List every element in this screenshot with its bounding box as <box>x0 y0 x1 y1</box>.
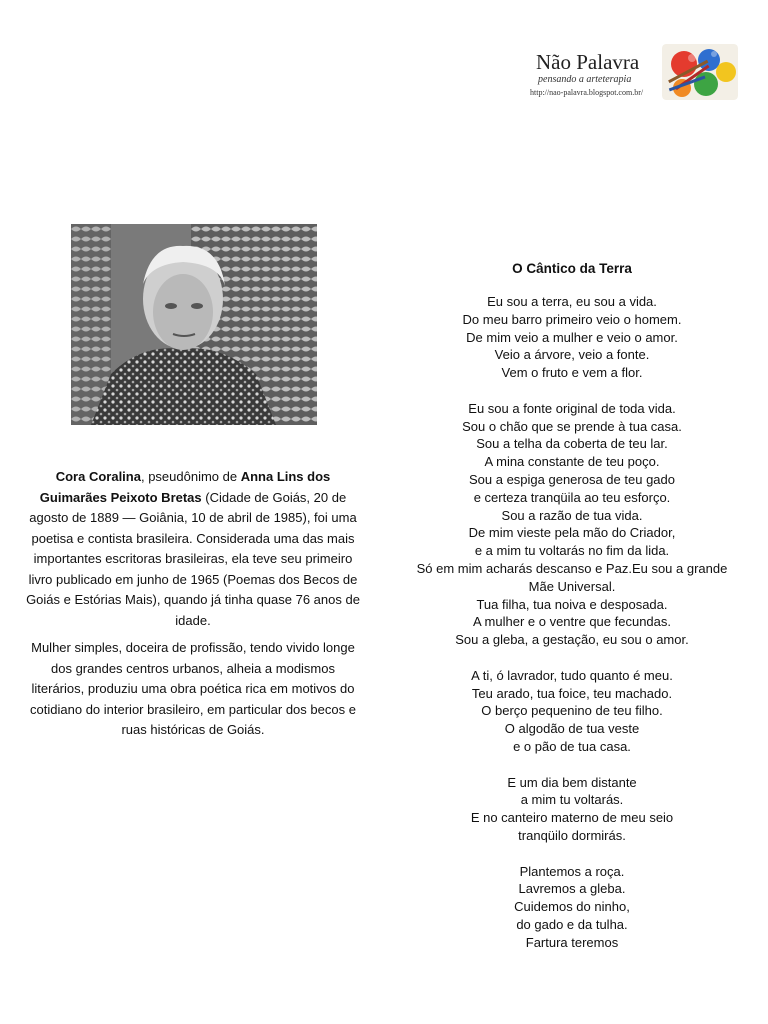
poem-line: Mãe Universal. <box>528 578 616 594</box>
poem-line: E um dia bem distante <box>507 774 637 790</box>
paint-jars-and-brushes-icon <box>662 44 738 100</box>
poem-line: De mim veio a mulher e veio o amor. <box>466 329 678 345</box>
poem-line: Eu sou a terra, eu sou a vida. <box>487 294 657 309</box>
blog-header <box>528 44 740 102</box>
poem-line: Sou a telha da coberta de teu lar. <box>476 436 668 452</box>
poem-stanza <box>388 293 756 382</box>
poem-line: O algodão de tua veste <box>504 721 640 737</box>
poem-line: Lavremos a gleba. <box>518 881 626 897</box>
brand-subtitle: pensando a arteterapia <box>538 74 632 85</box>
brand-url[interactable]: http://nao-palavra.blogspot.com.br/ <box>530 88 644 97</box>
author-full-name: Anna Lins dos Guimarães Peixoto Bretas <box>39 469 331 505</box>
poem-line: O berço pequenino de teu filho. <box>481 703 663 719</box>
poem-stanza <box>388 863 756 952</box>
poem-line: do gado e da tulha. <box>516 916 628 932</box>
poem-stanza <box>388 667 756 756</box>
poem-line: Plantemos a roça. <box>519 863 625 879</box>
poem-line: A mulher e o ventre que fecundas. <box>472 614 671 630</box>
poem-line: Veio a árvore, veio a fonte. <box>494 347 650 363</box>
biography <box>26 467 360 748</box>
poem-line: e a mim tu voltarás no fim da lida. <box>474 543 670 559</box>
poem-line: Eu sou a fonte original de toda vida. <box>468 400 676 416</box>
poem-body <box>388 293 756 951</box>
poem-line: e o pão de tua casa. <box>513 738 631 754</box>
poem-line: Fartura teremos <box>525 934 619 950</box>
poem-title: O Cântico da Terra <box>512 261 632 276</box>
poem-stanza <box>388 400 756 649</box>
poem-line: Tua filha, tua noiva e desposada. <box>476 596 668 612</box>
poem-line: Vem o fruto e vem a flor. <box>501 365 643 381</box>
poem-line: Cuidemos do ninho, <box>514 899 630 915</box>
poem-line: e certeza tranqüila ao teu esforço. <box>473 489 671 505</box>
bio-paragraph-1: Cora Coralina, pseudônimo de Anna Lins dos Guimarães Peixoto Bretas (Cidade de Goiás, 20 de agosto de 1889 — Goiânia, 10 de abril de 1985), foi uma poetisa e contista brasileira. Considerada uma das mais importantes escritoras brasileiras, ela teve seu primeiro livro publicado em junho de 1965 (Poemas dos Becos de Goiás e Estórias Mais), quando já tinha quase 76 anos de idade. <box>26 469 360 628</box>
poem-line: A ti, ó lavrador, tudo quanto é meu. <box>471 667 673 683</box>
portrait-photo <box>71 224 317 425</box>
poem-stanza <box>388 774 756 845</box>
poem-line: Do meu barro primeiro veio o homem. <box>462 311 682 327</box>
poem-line: Sou a espiga generosa de teu gado <box>468 471 675 487</box>
poem-line: Sou a gleba, a gestação, eu sou o amor. <box>455 632 689 648</box>
poem-line: De mim vieste pela mão do Criador, <box>468 525 676 541</box>
poem-line: Teu arado, tua foice, teu machado. <box>471 685 673 701</box>
bio-paragraph-2: Mulher simples, doceira de profissão, tendo vivido longe dos grandes centros urbanos, alheia a modismos literários, produziu uma obra poética rica em motivos do cotidiano do interior brasileiro, em particular dos becos e ruas históricas de Goiás. <box>30 640 356 737</box>
poem-line: Sou a razão de tua vida. <box>501 507 643 523</box>
brand-title: Não Palavra <box>536 50 640 74</box>
poem <box>388 258 756 969</box>
poem-line: A mina constante de teu poço. <box>484 454 660 470</box>
poem-line: Só em mim acharás descanso e Paz.Eu sou a grande <box>416 560 728 576</box>
poem-line: tranqüilo dormirás. <box>518 827 626 843</box>
poem-line: Sou o chão que se prende à tua casa. <box>462 418 682 434</box>
poem-line: E no canteiro materno de meu seio <box>470 810 674 826</box>
author-name: Cora Coralina <box>55 469 141 484</box>
poem-line: a mim tu voltarás. <box>520 792 624 808</box>
